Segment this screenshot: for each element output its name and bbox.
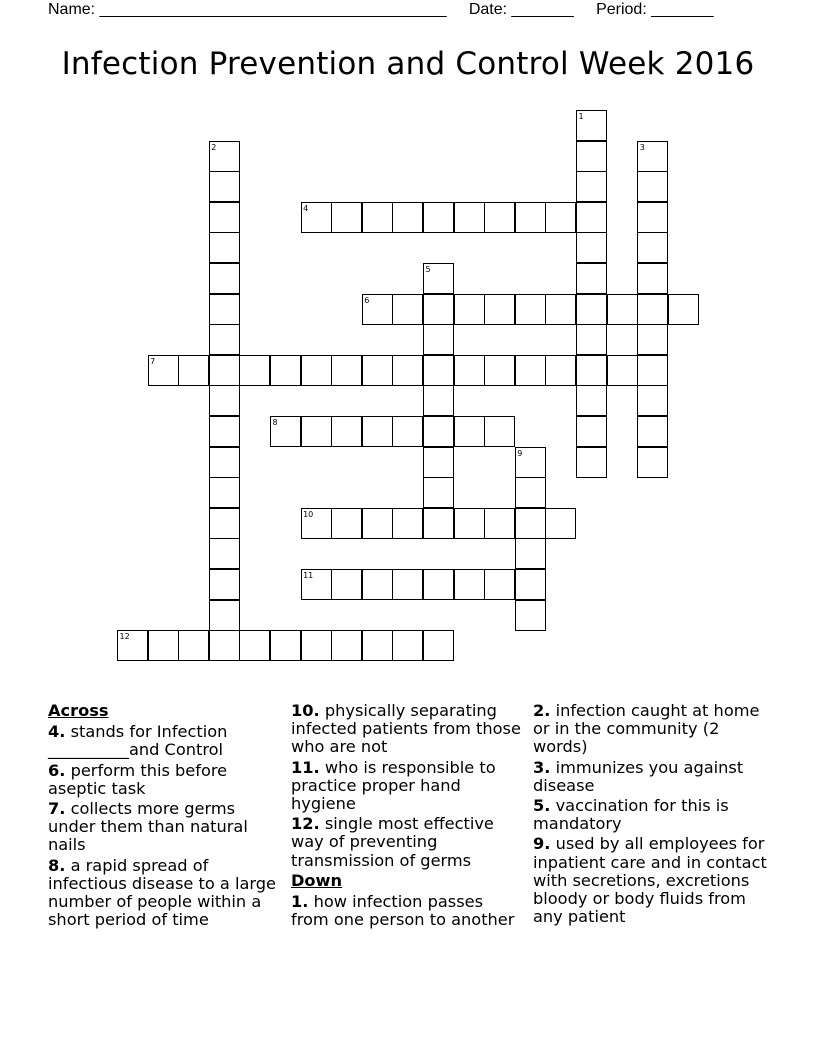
grid-cell[interactable] [545,355,576,386]
clues-column-2 [291,702,523,931]
grid-cell[interactable] [209,447,240,478]
grid-cell[interactable] [331,202,362,233]
clue-across-8 [48,857,280,930]
grid-cell[interactable] [209,569,240,600]
grid-cell[interactable] [668,294,699,325]
grid-cell[interactable] [392,355,423,386]
grid-cell[interactable] [423,202,454,233]
clue-across-4 [48,723,280,759]
grid-cell[interactable] [423,263,454,294]
grid-cell[interactable] [423,355,454,386]
clue-text: infection caught at home or in the community (2 words) [533,701,760,757]
grid-cell[interactable] [484,508,515,539]
grid-cell[interactable] [392,294,423,325]
grid-cell[interactable] [331,508,362,539]
clue-down-9 [533,835,773,926]
grid-cell[interactable] [576,294,607,325]
grid-cell[interactable] [423,508,454,539]
grid-cell[interactable] [392,416,423,447]
clue-across-10 [291,702,523,757]
grid-cell[interactable] [423,416,454,447]
grid-cell[interactable] [362,294,393,325]
grid-cell[interactable] [576,447,607,478]
grid-cell[interactable] [209,202,240,233]
grid-cell[interactable] [576,171,607,202]
grid-cell[interactable] [423,324,454,355]
grid-cell[interactable] [362,202,393,233]
clue-text: immunizes you against disease [533,757,744,795]
grid-cell[interactable] [607,294,638,325]
grid-cell[interactable] [209,385,240,416]
grid-cell[interactable] [301,202,332,233]
grid-cell[interactable] [515,538,546,569]
grid-cell[interactable] [637,263,668,294]
clue-number: 10. [291,701,320,720]
grid-cell[interactable] [209,600,240,631]
grid-cell[interactable] [515,600,546,631]
grid-cell[interactable] [209,508,240,539]
grid-cell[interactable] [270,416,301,447]
cell-number: 12 [119,632,130,642]
grid-cell[interactable] [209,630,240,661]
grid-cell[interactable] [362,416,393,447]
grid-cell[interactable] [331,569,362,600]
clue-number: 11. [291,757,320,777]
cell-number: 3 [639,142,645,152]
grid-cell[interactable] [209,232,240,263]
clue-number: 9. [533,834,551,854]
grid-cell[interactable] [484,294,515,325]
grid-cell[interactable] [209,477,240,508]
across-heading: Across [48,701,109,720]
grid-cell[interactable] [454,569,485,600]
grid-cell[interactable] [637,447,668,478]
grid-cell[interactable] [423,385,454,416]
grid-cell[interactable] [301,569,332,600]
grid-cell[interactable] [362,569,393,600]
grid-cell[interactable] [301,630,332,661]
grid-cell[interactable] [576,385,607,416]
cell-number: 9 [517,448,523,458]
clue-across-12 [291,815,523,870]
grid-cell[interactable] [362,630,393,661]
grid-cell[interactable] [209,538,240,569]
down-heading: Down [291,870,343,890]
name-field[interactable]: Name: _______________________________________ [48,1,447,18]
grid-cell[interactable] [637,324,668,355]
clue-text: who is responsible to practice proper hand hygiene [291,757,496,814]
grid-cell[interactable] [637,294,668,325]
cell-number: 2 [211,142,217,152]
cell-number: 5 [425,265,431,274]
grid-cell[interactable] [515,477,546,508]
grid-cell[interactable] [637,171,668,202]
student-info-header [48,0,788,20]
grid-cell[interactable] [484,202,515,233]
clue-text: physically separating infected patients from those who are not [291,701,521,757]
clue-across-7 [48,800,280,855]
grid-cell[interactable] [178,355,209,386]
grid-cell[interactable] [454,508,485,539]
grid-cell[interactable] [423,630,454,661]
grid-cell[interactable] [331,630,362,661]
grid-cell[interactable] [331,355,362,386]
grid-cell[interactable] [301,355,332,386]
cell-number: 8 [272,418,278,427]
grid-cell[interactable] [576,416,607,447]
date-field[interactable]: Date: _______ [468,1,574,18]
grid-cell[interactable] [576,355,607,386]
grid-cell[interactable] [515,294,546,325]
grid-cell[interactable] [545,294,576,325]
clues-column-3 [533,702,773,928]
cell-number: 1 [578,112,584,121]
grid-cell[interactable] [331,416,362,447]
grid-cell[interactable] [209,141,240,172]
clue-text: perform this before aseptic task [48,760,228,798]
grid-cell[interactable] [454,355,485,386]
clue-number: 1. [291,892,309,912]
grid-cell[interactable] [576,263,607,294]
cell-number: 7 [150,356,156,366]
clue-down-1 [291,893,523,929]
grid-cell[interactable] [301,416,332,447]
grid-cell[interactable] [148,630,179,661]
grid-cell[interactable] [484,355,515,386]
grid-cell[interactable] [637,232,668,263]
grid-cell[interactable] [637,355,668,386]
grid-cell[interactable] [637,202,668,233]
grid-cell[interactable] [209,294,240,325]
grid-cell[interactable] [515,508,546,539]
grid-cell[interactable] [148,355,179,386]
grid-cell[interactable] [209,324,240,355]
grid-cell[interactable] [239,355,270,386]
grid-cell[interactable] [117,630,148,661]
grid-cell[interactable] [423,447,454,478]
clue-number: 3. [533,757,551,777]
grid-cell[interactable] [576,110,607,141]
clue-down-2 [533,702,773,757]
clue-number: 2. [533,701,551,720]
clues-column-1 [48,702,280,931]
grid-cell[interactable] [454,416,485,447]
grid-cell[interactable] [545,508,576,539]
grid-cell[interactable] [454,294,485,325]
clue-number: 8. [48,855,66,875]
grid-cell[interactable] [392,630,423,661]
clue-down-5 [533,797,773,833]
clue-number: 5. [533,796,551,816]
grid-cell[interactable] [423,477,454,508]
grid-cell[interactable] [362,508,393,539]
clue-number: 6. [48,760,66,780]
grid-cell[interactable] [484,569,515,600]
grid-cell[interactable] [270,355,301,386]
grid-cell[interactable] [209,416,240,447]
grid-cell[interactable] [423,569,454,600]
clue-number: 4. [48,722,66,742]
grid-cell[interactable] [270,630,301,661]
clue-across-6 [48,762,280,798]
clue-number: 7. [48,799,66,819]
grid-cell[interactable] [209,355,240,386]
clue-number: 12. [291,814,320,834]
grid-cell[interactable] [576,202,607,233]
clue-text: collects more germs under them than natural nails [48,799,248,855]
grid-cell[interactable] [576,141,607,172]
grid-cell[interactable] [607,355,638,386]
cell-number: 4 [303,203,309,213]
page-title: Infection Prevention and Control Week 2016 [61,46,755,82]
grid-cell[interactable] [392,508,423,539]
grid-cell[interactable] [515,447,546,478]
clue-text: how infection passes from one person to another [291,892,515,930]
grid-cell[interactable] [301,508,332,539]
cell-number: 11 [303,571,314,580]
grid-cell[interactable] [454,202,485,233]
grid-cell[interactable] [515,202,546,233]
grid-cell[interactable] [178,630,209,661]
clue-text: vaccination for this is mandatory [533,796,729,834]
clue-text: used by all employees for inpatient care and in contact with secretions, excretions bloody or body fluids from any patient [533,834,767,927]
grid-cell[interactable] [423,294,454,325]
grid-cell[interactable] [392,569,423,600]
grid-cell[interactable] [392,202,423,233]
grid-cell[interactable] [545,202,576,233]
cell-number: 10 [303,509,314,519]
clue-down-3 [533,759,773,795]
grid-cell[interactable] [209,263,240,294]
grid-cell[interactable] [576,324,607,355]
cell-number: 6 [364,295,370,305]
grid-cell[interactable] [637,416,668,447]
grid-cell[interactable] [576,232,607,263]
grid-cell[interactable] [209,171,240,202]
clue-text: a rapid spread of infectious disease to a large number of people within a short period of time [48,855,277,930]
grid-cell[interactable] [239,630,270,661]
grid-cell[interactable] [515,569,546,600]
clue-text: single most effective way of preventing transmission of germs [291,814,494,870]
clue-text: stands for Infection __________and Control [48,722,228,760]
grid-cell[interactable] [484,416,515,447]
grid-cell[interactable] [637,385,668,416]
grid-cell[interactable] [515,355,546,386]
period-field[interactable]: Period: _______ [596,1,714,18]
clue-across-11 [291,759,523,814]
grid-cell[interactable] [637,141,668,172]
grid-cell[interactable] [362,355,393,386]
